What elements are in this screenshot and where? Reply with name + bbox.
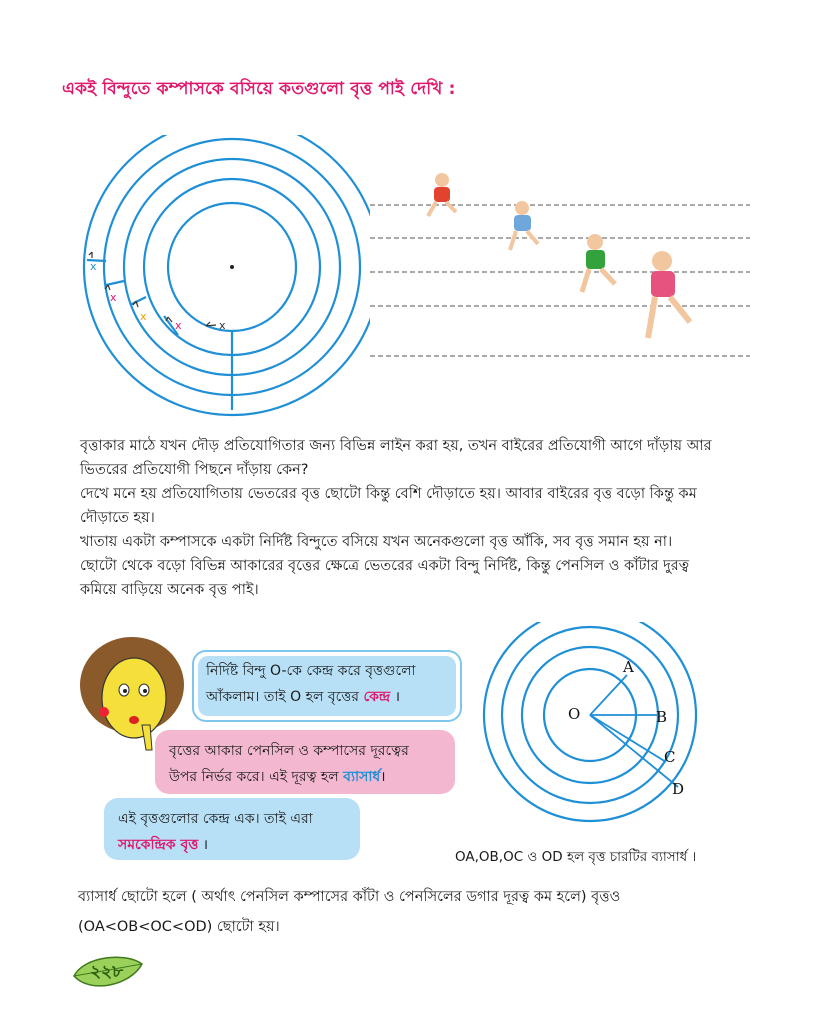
bottom-text [78,882,778,942]
start-line-2 [130,297,146,305]
point-label-A: A [623,658,634,676]
runner-pink [648,251,690,338]
para-line-5: খাতায় একটা কম্পাসকে একটা নির্দিষ্ট বিন্দুতে বসিয়ে যখন অনেকগুলো বৃত্ত আঁকি, সব বৃত্ত সমান হয় না। [80,534,673,550]
runner-marker-5: x [90,260,97,273]
center-label-O: O [568,705,581,723]
para-line-2: ভিতরের প্রতিযোগী পিছনে দাঁড়ায় কেন? [80,462,309,478]
track-center-dot [230,265,234,269]
radius-OA [590,675,627,715]
runner-marker-1: x [219,319,226,332]
page-heading: একই বিন্দুতে কম্পাসকে বসিয়ে কতগুলো বৃত্ত পাই দেখি : [62,79,456,99]
point-label-D: D [672,780,685,798]
para-line-1: বৃত্তাকার মাঠে যখন দৌড় প্রতিযোগিতার জন্য বিভিন্ন লাইন করা হয়, তখন বাইরের প্রতিযোগী আগে দাঁড়ায় আর [80,438,712,454]
para-line-3: দেখে মনে হয় প্রতিযোগিতায় ভেতরের বৃত্ত ছোটো কিন্তু বেশি দৌড়াতে হয়। আবার বাইরের বৃত্ত বড়ো কিন্তু কম [80,486,697,502]
runners-illustration [370,170,755,370]
para-line-7: কমিয়ে বাড়িয়ে অনেক বৃত্ত পাই। [80,582,259,598]
start-line-3 [106,281,124,285]
runner-blue [510,201,538,250]
page-number: ২২৮ [90,962,124,982]
point-label-B: B [656,708,668,726]
bubble3-line1: এই বৃত্তগুলোর কেন্দ্র এক। তাই এরা [118,811,313,827]
track-circle-5 [84,135,370,415]
para-line-6: ছোটো থেকে বড়ো বিভিন্ন আকারের বৃত্তের ক্ষেত্রে ভেতরের একটা বিন্দু নির্দিষ্ট, কিন্তু পেনসিল ও কাঁটার দুরত্ব [80,558,690,574]
keyword-concentric: সমকেন্দ্রিক বৃত্ত [118,837,199,853]
bubble1-line2: আঁকলাম। তাই O হল বৃত্তের [206,689,359,705]
runner-marker-2: x [175,319,182,332]
runner-marker-3: x [140,310,147,323]
concentric-circles-diagram [460,622,730,842]
bubble1-line1: নির্দিষ্ট বিন্দু O-কে কেন্দ্র করে বৃত্তগুলো [206,663,416,679]
runner-green [582,234,615,292]
runner-red [428,173,456,216]
keyword-radius: ব্যাসার্ধ [343,769,381,785]
bubble2-line1: বৃত্তের আকার পেনসিল ও কম্পাসের দূরত্বের [169,743,409,759]
running-track-illustration [80,135,370,420]
runner-marker-4: x [110,291,117,304]
bottom-line-1: ব্যাসার্ধ ছোটো হলে ( অর্থাৎ পেনসিল কম্পাসের কাঁটা ও পেনসিলের ডগার দূরত্ব কম হলে) বৃত্তও [78,889,621,905]
para-line-4: দৌড়াতে হয়। [80,510,155,526]
bottom-line-2: (OA<OB<OC<OD) ছোটো হয়। [78,919,280,935]
diagram-caption: OA,OB,OC ও OD হল বৃত্ত চারটির ব্যাসার্ধ । [455,849,697,865]
body-text [80,434,770,602]
bubble2-line2: উপর নির্ভর করে। এই দূরত্ব হল [169,769,339,785]
speech-bubble-concentric: এই বৃত্তগুলোর কেন্দ্র এক। তাই এরা সমকেন্দ্রিক বৃত্ত । [104,798,360,860]
speech-bubble-radius: বৃত্তের আকার পেনসিল ও কম্পাসের দূরত্বের উপর নির্ভর করে। এই দূরত্ব হল ব্যাসার্ধ। [155,730,455,794]
keyword-center: কেন্দ্র [363,689,391,705]
point-label-C: C [664,748,676,766]
speech-bubble-center: নির্দিষ্ট বিন্দু O-কে কেন্দ্র করে বৃত্তগুলো আঁকলাম। তাই O হল বৃত্তের কেন্দ্র । [192,650,462,722]
